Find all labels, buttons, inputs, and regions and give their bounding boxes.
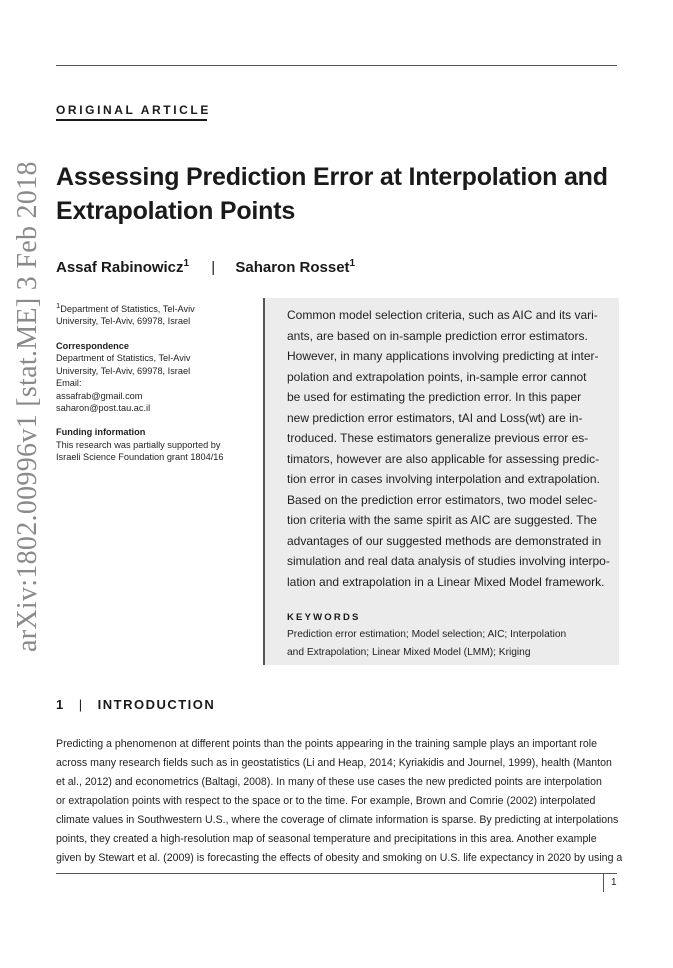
keywords-line: and Extrapolation; Linear Mixed Model (LMM); Kriging [287, 647, 531, 658]
section-separator: | [78, 697, 84, 712]
category-underline [56, 119, 207, 121]
arxiv-identifier: arXiv:1802.00996v1 [stat.ME] 3 Feb 2018 [12, 161, 43, 652]
keywords-line: Prediction error estimation; Model selection; AIC; Interpolation [287, 629, 567, 640]
author-name: Assaf Rabinowicz [56, 259, 184, 276]
correspondence-line: Department of Statistics, Tel-Aviv [56, 353, 191, 364]
abstract-line: Based on the prediction error estimators, two model selec- [287, 492, 598, 507]
abstract-line: polation and extrapolation points, in-sample error cannot [287, 369, 587, 384]
funding-heading: Funding information [56, 427, 146, 438]
bottom-rule [56, 873, 617, 874]
abstract-line: troduced. These estimators generalize previous error es- [287, 431, 589, 445]
body-line: points, they created a high-resolution map of seasonal temperature and precipitations in this area. Another example [56, 833, 597, 845]
funding-info [56, 426, 246, 463]
article-category: ORIGINAL ARTICLE [56, 103, 211, 117]
author-separator: | [211, 259, 216, 276]
author-list [56, 258, 355, 276]
page-number: 1 [611, 877, 617, 888]
abstract-line: be used for estimating the prediction error. In this paper [287, 390, 582, 404]
correspondence-line: University, Tel-Aviv, 69978, Israel [56, 365, 191, 376]
author-name: Saharon Rosset [235, 259, 350, 276]
author-affiliation-mark: 1 [183, 258, 190, 269]
keywords [287, 626, 605, 662]
abstract-line: advantages of our suggested methods are demonstrated in [287, 533, 602, 548]
abstract-line: Common model selection criteria, such as AIC and its vari- [287, 308, 598, 322]
top-rule [56, 65, 617, 66]
abstract-line: However, in many applications involving predicting at inter- [287, 349, 599, 363]
affiliation-line: University, Tel-Aviv, 69978, Israel [56, 316, 191, 327]
abstract-line: lation and extrapolation in a Linear Mixed Model framework. [287, 574, 605, 589]
body-line: climate values in Southwestern U.S., where the coverage of climate information is sparse. By predicting at interpolations [56, 814, 619, 826]
funding-line: Israeli Science Foundation grant 1804/16 [56, 452, 224, 463]
title-line: Extrapolation Points [56, 197, 296, 225]
body-line: given by Stewart et al. (2009) is forecasting the effects of obesity and smoking on U.S. life expectancy in 2020 by using a [56, 852, 623, 864]
keywords-heading: KEYWORDS [287, 612, 361, 623]
body-line: et al., 2012) and econometrics (Baltagi, 2008). In many of these use cases the new predicted points are interpolation [56, 776, 602, 788]
affiliation-mark: 1 [56, 301, 61, 310]
page-number-divider [603, 874, 604, 892]
email-link[interactable]: saharon@post.tau.ac.il [56, 402, 151, 413]
abstract-line: timators, however are also applicable for assessing predic- [287, 451, 600, 466]
section-title: INTRODUCTION [97, 697, 216, 712]
paper-title [56, 160, 616, 228]
funding-line: This research was partially supported by [56, 439, 221, 450]
title-line: Assessing Prediction Error at Interpolation and [56, 163, 608, 191]
section-number: 1 [56, 697, 65, 712]
abstract-line: ants, are based on in-sample prediction error estimators. [287, 328, 588, 343]
body-line: across many research fields such as in geostatistics (Li and Heap, 2014; Kyriakidis and Journel, 1999), health (Manton [56, 757, 612, 769]
author-info-column [56, 300, 246, 476]
body-line: or extrapolation points with respect to the space or to the time. For example, Brown and Comrie (2002) interpolated [56, 795, 596, 807]
affiliation [56, 300, 246, 328]
author-affiliation-mark: 1 [349, 258, 356, 269]
abstract-line: tion error in cases involving interpolation and extrapolation. [287, 472, 600, 486]
abstract [287, 305, 610, 592]
abstract-line: simulation and real data analysis of studies involving interpo- [287, 554, 610, 568]
email-link[interactable]: assafrab@gmail.com [56, 390, 143, 401]
abstract-line: tion criteria with the same spirit as AIC are suggested. The [287, 513, 597, 527]
introduction-text [56, 735, 623, 868]
correspondence-line: Email: [56, 378, 82, 389]
correspondence-heading: Correspondence [56, 340, 130, 351]
body-line: Predicting a phenomenon at different points than the points appearing in the training sample plays an important role [56, 738, 598, 750]
abstract-line: new prediction error estimators, tAI and Loss(wt) are in- [287, 410, 583, 425]
section-heading [56, 697, 215, 712]
correspondence [56, 340, 246, 414]
affiliation-line: Department of Statistics, Tel-Aviv [60, 304, 195, 315]
